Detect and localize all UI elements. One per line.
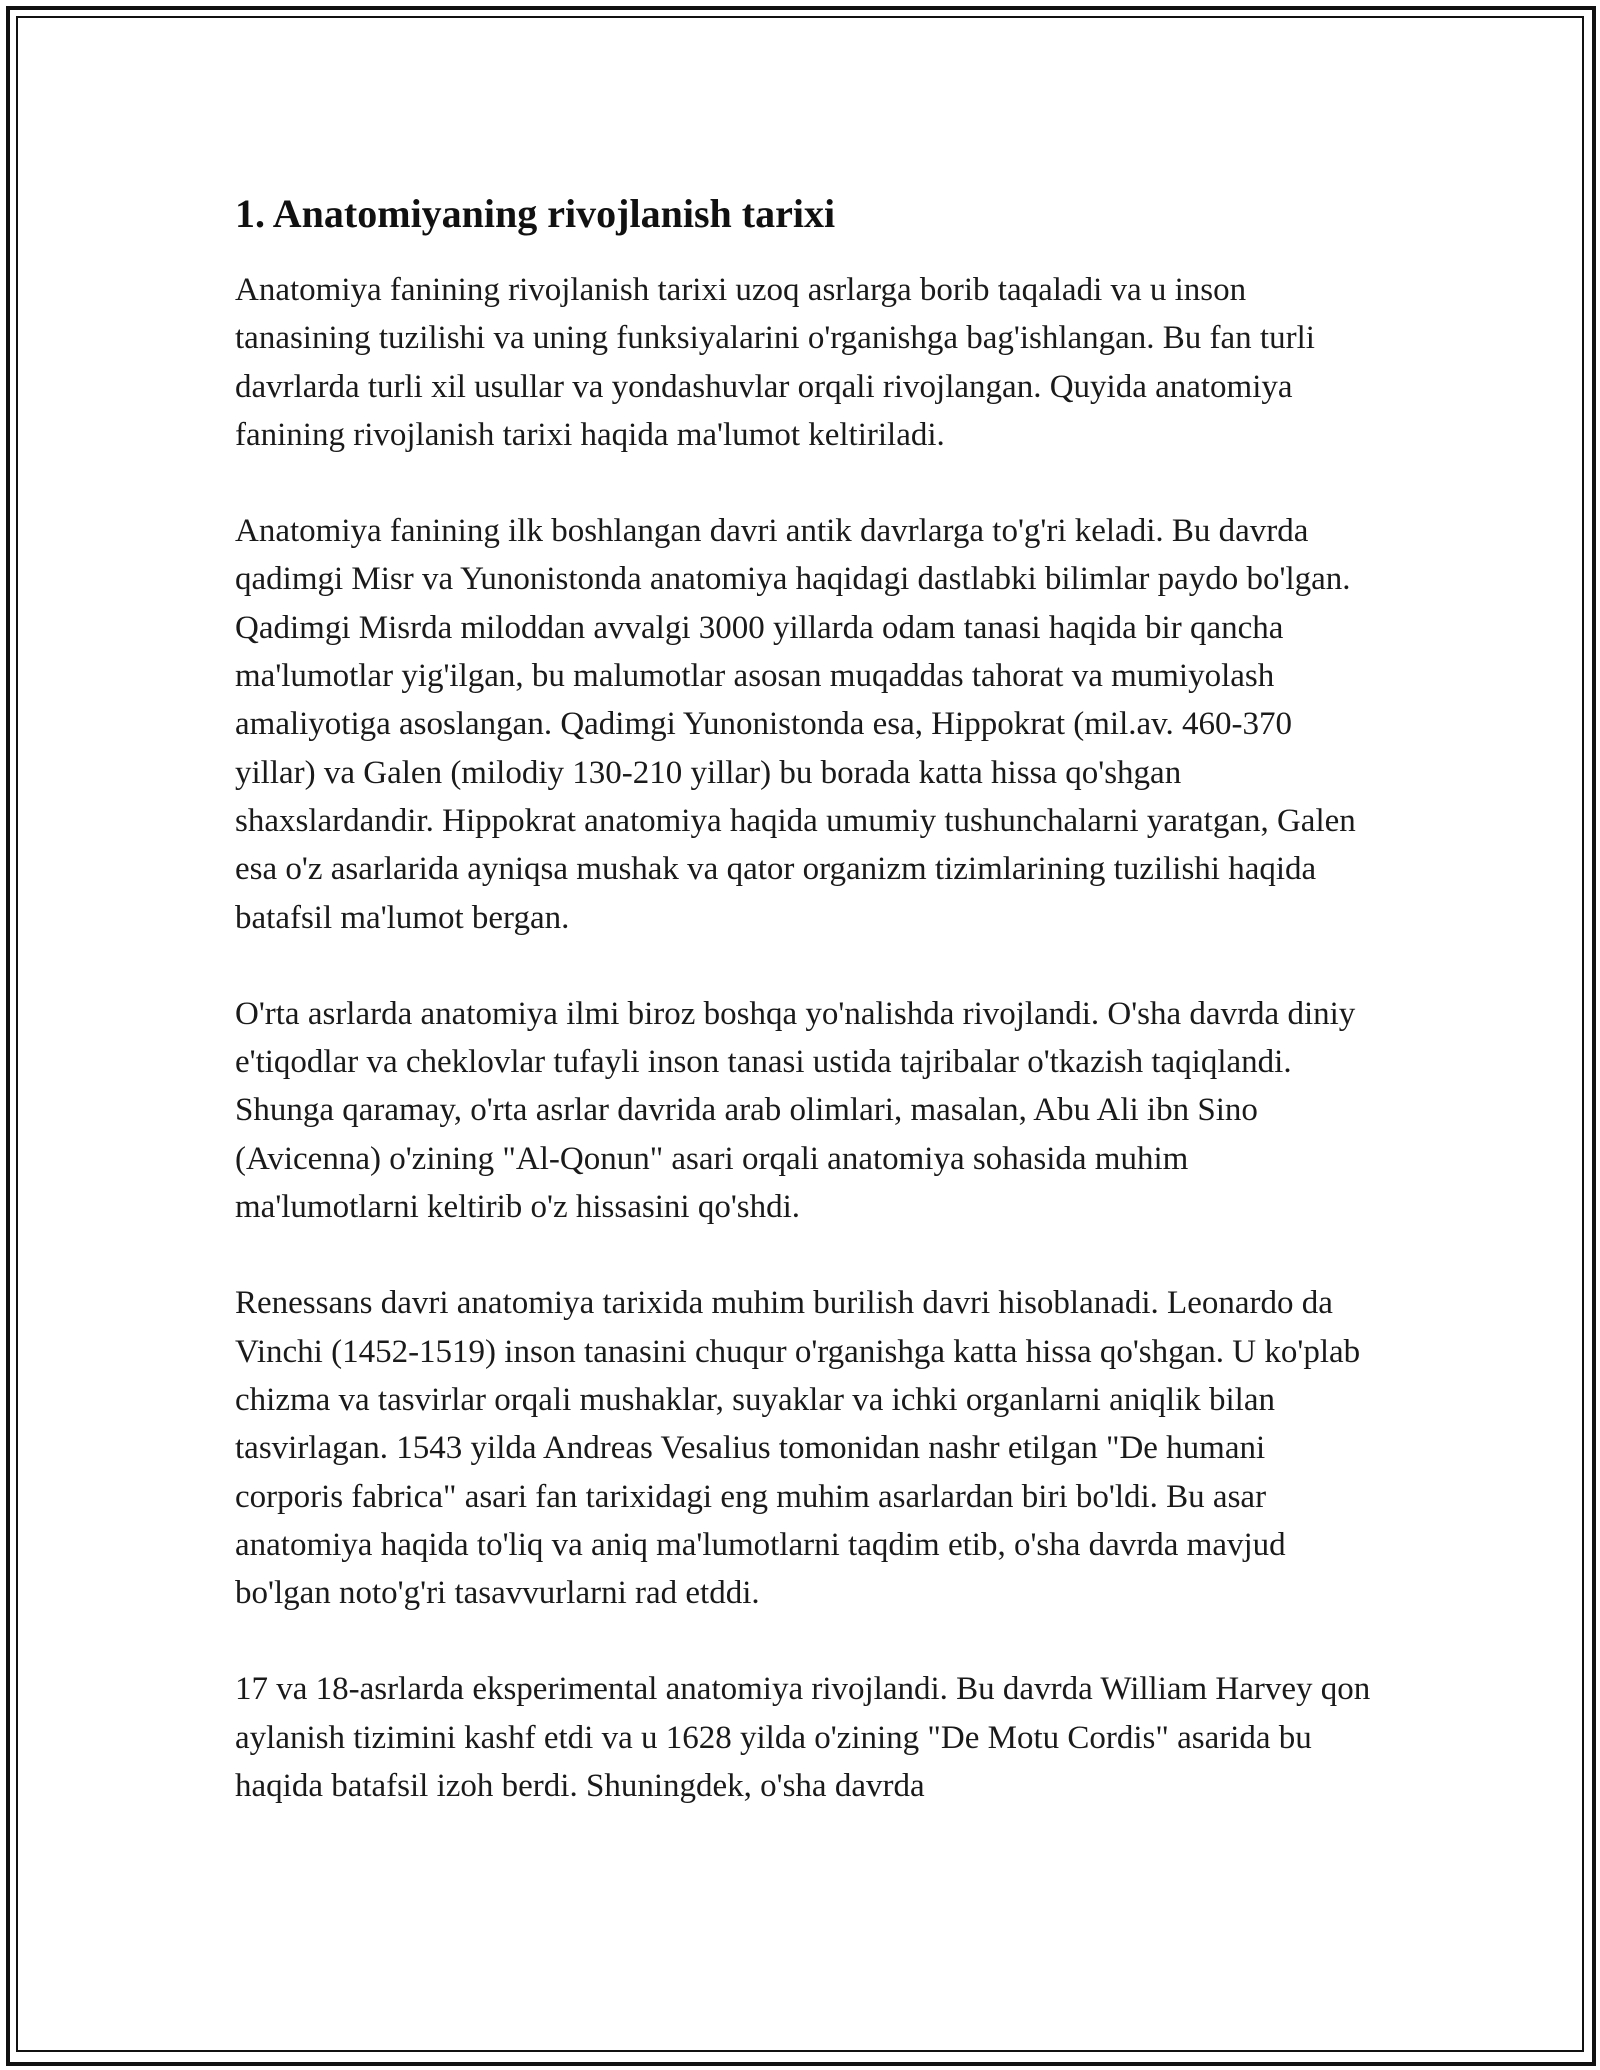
document-body <box>235 180 1375 1858</box>
section-heading: 1. Anatomiyaning rivojlanish tarixi <box>235 191 836 236</box>
paragraph-renaissance: Renessans davri anatomiya tarixida muhim burilish davri hisoblanadi. Leonardo da Vinchi (1452-1519) inson tanasini chuqur o'rganishga katta hissa qo'shgan. U ko'plab chizma va tasvirlar orqali mushaklar, suyaklar va ichki organlarni aniqlik bilan tasvirlagan. 1543 yilda Andreas Vesalius tomonidan nashr etilgan "De humani corporis fabrica" asari fan tarixidagi eng muhim asarlardan biri bo'ldi. Bu asar anatomiya haqida to'liq va aniq ma'lumotlarni taqdim etib, o'sha davrda mavjud bo'lgan noto'g'ri tasavvurlarni rad etddi. <box>235 1285 1361 1612</box>
paragraph-17-18-centuries: 17 va 18-asrlarda eksperimental anatomiya rivojlandi. Bu davrda William Harvey qon aylanish tizimini kashf etdi va u 1628 yilda o'zining "De Motu Cordis" asarida bu haqida batafsil izoh berdi. Shuningdek, o'sha davrda <box>235 1671 1371 1805</box>
paragraph-intro: Anatomiya fanining rivojlanish tarixi uzoq asrlarga borib taqaladi va u inson tanasining tuzilishi va uning funksiyalarini o'rganishga bag'ishlangan. Bu fan turli davrlarda turli xil usullar va yondashuvlar orqali rivojlangan. Quyida anatomiya fanining rivojlanish tarixi haqida ma'lumot keltiriladi. <box>235 272 1315 453</box>
paragraph-antiquity: Anatomiya fanining ilk boshlangan davri antik davrlarga to'g'ri keladi. Bu davrda qadimgi Misr va Yunonistonda anatomiya haqidagi dastlabki bilimlar paydo bo'lgan. Qadimgi Misrda miloddan avvalgi 3000 yillarda odam tanasi haqida bir qancha ma'lumotlar yig'ilgan, bu malumotlar asosan muqaddas tahorat va mumiyolash amaliyotiga asoslangan. Qadimgi Yunonistonda esa, Hippokrat (mil.av. 460-370 yillar) va Galen (milodiy 130-210 yillar) bu borada katta hissa qo'shgan shaxslardandir. Hippokrat anatomiya haqida umumiy tushunchalarni yaratgan, Galen esa o'z asarlarida ayniqsa mushak va qator organizm tizimlarining tuzilishi haqida batafsil ma'lumot bergan. <box>235 513 1356 936</box>
paragraph-middle-ages: O'rta asrlarda anatomiya ilmi biroz boshqa yo'nalishda rivojlandi. O'sha davrda diniy e'tiqodlar va cheklovlar tufayli inson tanasi ustida tajribalar o'tkazish taqiqlandi. Shunga qaramay, o'rta asrlar davrida arab olimlari, masalan, Abu Ali ibn Sino (Avicenna) o'zining "Al-Qonun" asari orqali anatomiya sohasida muhim ma'lumotlarni keltirib o'z hissasini qo'shdi. <box>235 995 1356 1226</box>
